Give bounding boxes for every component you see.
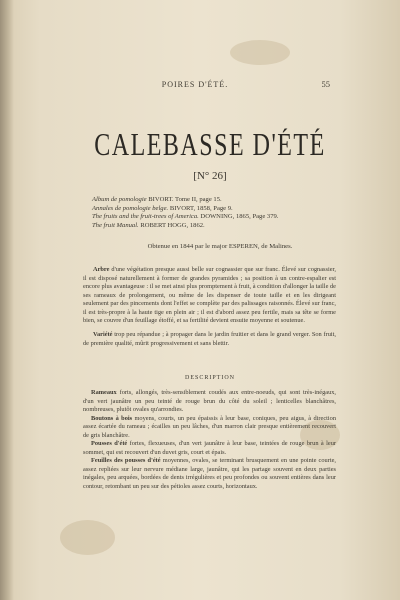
reference-work: Annales de pomologie belge. <box>92 204 169 212</box>
description-text: forts, allongés, très-sensiblement coudés aux entre-noeuds, qui sont très-inégaux, d'un vert jaunâtre un peu teinté de rouge brun du côté du soleil ; lenticelles blanchâtres, nombreuses, plutôt ovales qu'arrondies. <box>83 389 336 413</box>
reference-detail: DOWNING, 1865, Page 379. <box>198 213 279 221</box>
variety-number: [N° 26] <box>193 170 227 182</box>
description-lead: Feuilles des pousses d'été <box>91 457 161 464</box>
reference-detail: ROBERT HOGG, 1862. <box>138 221 205 229</box>
paragraph-arbre <box>83 266 336 326</box>
page-gutter-shadow <box>0 0 14 600</box>
description-item <box>83 415 336 441</box>
reference-line <box>92 222 362 231</box>
reference-work: Album de pomologie <box>92 196 147 203</box>
reference-work: The fruits and the fruit-trees of America. <box>92 213 199 221</box>
reference-detail: BIVORT. Tome II, page 15. <box>146 196 222 203</box>
bibliography-references <box>92 196 362 230</box>
paragraph-text: d'une végétation presque aussi belle sur cognassier que sur franc. Élevé sur cognassier, il est disposé naturellement à former de grandes pyramides ; sa position à un contre-espalier est encore plus avantageuse : il se met ainsi plus promptement à fruit, à condition d'allonger la taille de ses rameaux de prolongement, ou même de les dispenser de toute taille et en les dirigeant seulement par des pincements dont l'effet se complète par des palissages raisonnés. Élevé sur franc, il est très-propre à la haute tige en plein air ; il est d'abord assez peu fertile, mais sa tête se forme bien, se couvre d'un feuillage étoffé, et sa fertilité devient ensuite moyenne et soutenue. <box>83 266 336 324</box>
paragraph-lead: Arbre <box>93 266 110 273</box>
description-lead: Pousses d'été <box>91 440 128 447</box>
reference-work: The fruit Manual. <box>92 221 139 229</box>
reference-detail: BIVORT, 1858, Page 9. <box>168 204 233 212</box>
description-item <box>83 389 336 415</box>
foxing-stain <box>230 40 290 65</box>
description-item <box>83 440 336 457</box>
reference-line <box>92 205 362 214</box>
description-text: moyennes, ovales, se terminant brusquement en une pointe courte, assez repliées sur leur nervure médiane large, jaunâtre, qui les partage souvent en deux parties inégales, peu arquées, bordées de dents irrégulières et peu profondes ou souvent entières dans leur contour, retombant un peu sur des pétioles assez courts, horizontaux. <box>83 457 336 490</box>
description-lead: Boutons à bois <box>91 414 133 422</box>
page-title: CALEBASSE D'ÉTÉ <box>94 128 326 163</box>
page-number: 55 <box>321 79 330 89</box>
paragraph-variete <box>83 331 336 348</box>
description-text: fortes, flexueuses, d'un vert jaunâtre à leur base, teintées de rouge brun à leur sommet, qui est recouvert d'un duvet gris, court et épais. <box>83 440 336 456</box>
description-body <box>83 389 336 491</box>
paragraph-text: trop peu répandue ; à propager dans le jardin fruitier et dans le grand verger. Son fruit, de première qualité, mûrit progressivement et sans blettir. <box>83 331 336 347</box>
reference-line <box>92 196 362 205</box>
description-lead: Rameaux <box>91 389 117 396</box>
running-head: POIRES D'ÉTÉ. <box>161 80 229 89</box>
reference-line <box>92 213 362 222</box>
description-text: moyens, courts, un peu épaissis à leur base, coniques, peu aigus, à direction assez écartée du rameau ; écailles un peu lâches, d'un marron clair presque entièrement recouvert de gris blanchâtre. <box>83 414 336 439</box>
origin-line: Obtenue en 1844 par le major ESPEREN, de Malines. <box>147 243 293 250</box>
foxing-stain <box>60 520 115 555</box>
description-item <box>83 457 336 491</box>
paragraph-lead: Variété <box>93 331 113 338</box>
description-heading: DESCRIPTION <box>184 375 235 381</box>
